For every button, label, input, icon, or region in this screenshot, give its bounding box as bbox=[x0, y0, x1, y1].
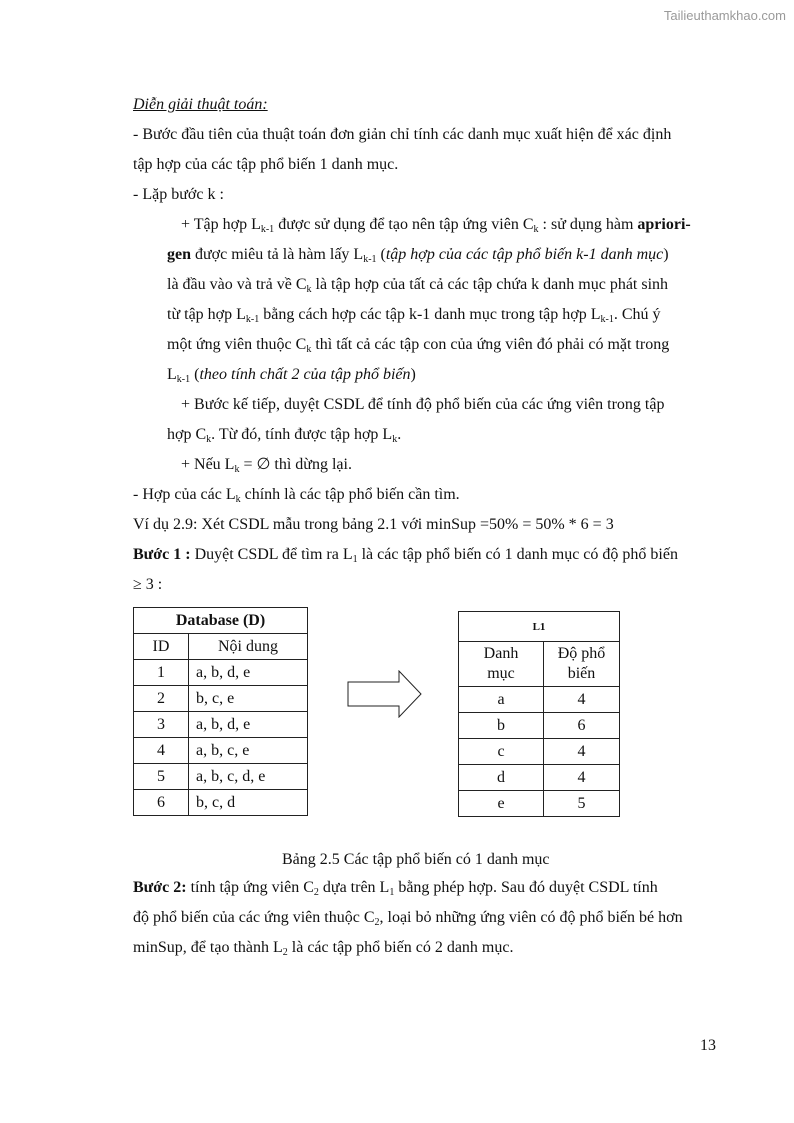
union-line: - Hợp của các $L_k$ chính là các tập phổ biến cần tìm. bbox=[133, 486, 460, 505]
example-line: Ví dụ 2.9: Xét CSDL mẫu trong bảng 2.1 với minSup =50% = 50% * 6 = 3 bbox=[133, 516, 614, 533]
page-number: 13 bbox=[700, 1037, 716, 1054]
plus3-line: + Nếu $L_k$ = ∅ thì dừng lại. bbox=[181, 456, 352, 475]
table-row: e 5 bbox=[459, 791, 620, 817]
table-row: b 6 bbox=[459, 713, 620, 739]
table-row: d 4 bbox=[459, 765, 620, 791]
step1-line2: ≥ 3 : bbox=[133, 576, 163, 593]
l1-table bbox=[458, 611, 620, 817]
l1-title: L1 bbox=[459, 612, 620, 642]
database-table bbox=[133, 607, 308, 816]
para1-line2: tập hợp của các tập phổ biến 1 danh mục. bbox=[133, 156, 399, 173]
step-k-line: - Lặp bước k : bbox=[133, 186, 224, 203]
l1-header-item: Danh mục bbox=[459, 642, 544, 687]
table-row: 5 a, b, c, d, e bbox=[134, 764, 308, 790]
plus2-block: + Bước kế tiếp, duyệt CSDL để tính độ phổ biến của các ứng viên trong tập hợp $C_k$. Từ đó, tính được tập hợp $L_k$. bbox=[167, 396, 665, 445]
section-heading bbox=[133, 90, 268, 120]
table-row: c 4 bbox=[459, 739, 620, 765]
plus1-block: + Tập hợp $L_{k-1}$ được sử dụng để tạo nên tập ứng viên $C_k$ : sử dụng hàm apriori- gen được miêu tả là hàm lấy $L_{k-1}$ (tập hợp của các tập phổ biến k-1 danh mục) là đầu vào và trả về $C_k$ là tập hợp của tất cả các tập chứa k danh mục phát sinh từ tập hợp $L_{k-1}$ bằng cách hợp các tập k-1 danh mục trong tập hợp $L_{k-1}$. Chú ý một ứng viên thuộc $C_k$ thì tất cả các tập con của ứng viên đó phải có mặt trong $L_{k-1}$ (theo tính chất 2 của tập phổ biến) bbox=[167, 216, 691, 385]
table-row: a 4 bbox=[459, 687, 620, 713]
db-header-id: ID bbox=[134, 634, 189, 660]
table-row: 6 b, c, d bbox=[134, 790, 308, 816]
db-header-content: Nội dung bbox=[189, 634, 308, 660]
step1-line: Bước 1 : Duyệt CSDL để tìm ra $L_1$ là các tập phổ biến có 1 danh mục có độ phổ biến bbox=[133, 546, 678, 565]
l1-header-support: Độ phổ biến bbox=[544, 642, 620, 687]
para1-line1: - Bước đầu tiên của thuật toán đơn giản chỉ tính các danh mục xuất hiện để xác định bbox=[133, 126, 672, 143]
step2-block: Bước 2: tính tập ứng viên $C_2$ dựa trên $L_1$ bằng phép hợp. Sau đó duyệt CSDL tính độ phổ biến của các ứng viên thuộc $C_2$, loại bỏ những ứng viên có độ phổ biến bé hơn minSup, để tạo thành $L_2$ là các tập phổ biến có 2 danh mục. bbox=[133, 879, 683, 958]
table-row: 3 a, b, d, e bbox=[134, 712, 308, 738]
table-row: 4 a, b, c, e bbox=[134, 738, 308, 764]
watermark: Tailieuthamkhao.com bbox=[663, 8, 786, 23]
heading-text: Diễn giải thuật toán: bbox=[133, 96, 268, 113]
table-row: 2 b, c, e bbox=[134, 686, 308, 712]
database-title: Database (D) bbox=[134, 608, 308, 634]
table-row: 1 a, b, d, e bbox=[134, 660, 308, 686]
table-caption: Bảng 2.5 Các tập phổ biến có 1 danh mục bbox=[282, 851, 550, 868]
right-arrow-icon bbox=[347, 670, 423, 718]
